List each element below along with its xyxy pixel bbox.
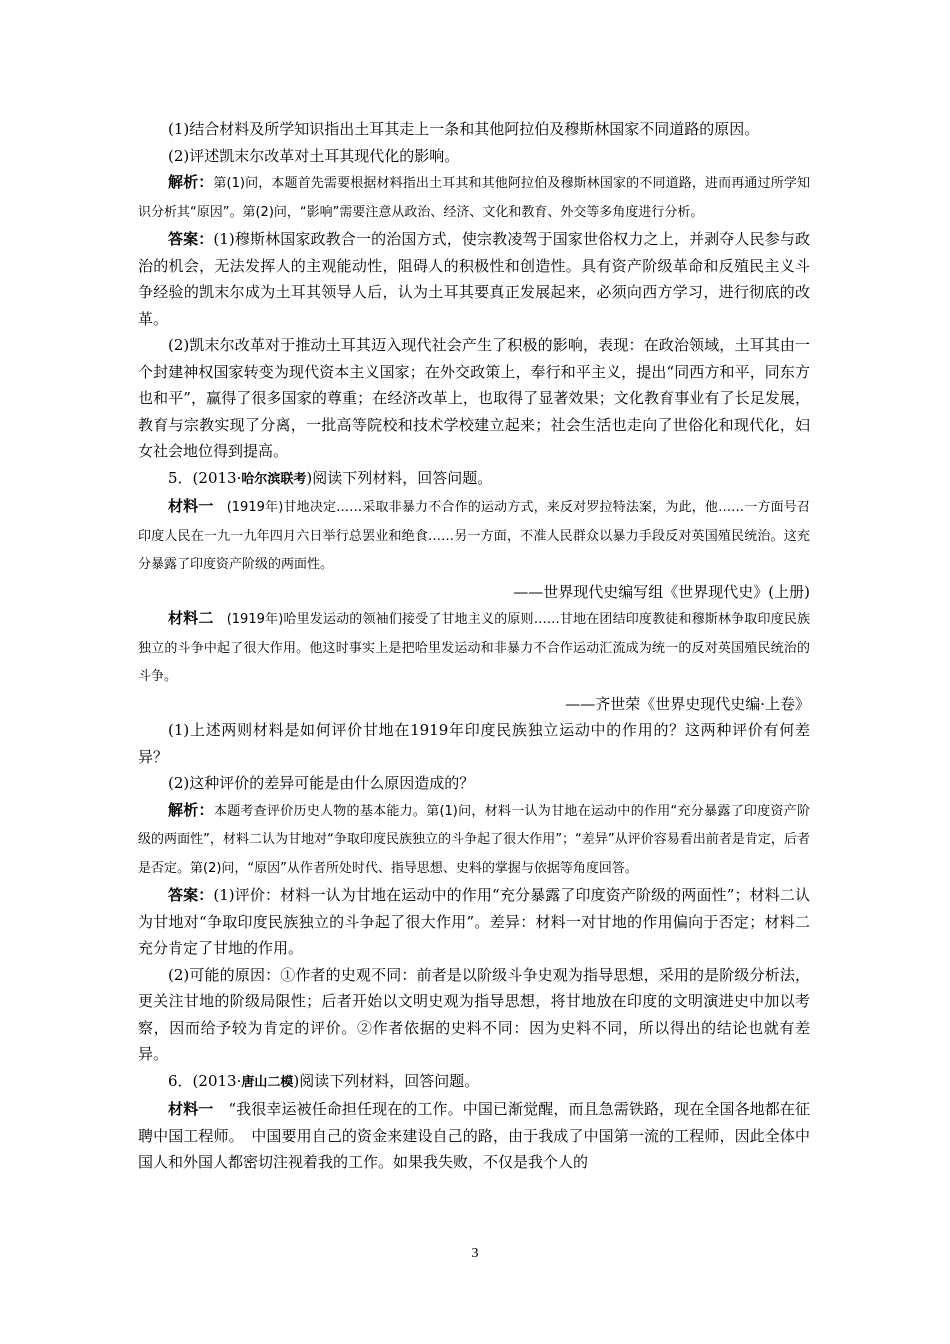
question-prompt: )阅读下列材料，回答问题。 — [306, 468, 493, 487]
material-label: 材料一 — [168, 497, 214, 515]
question-prompt: )阅读下列材料，回答问题。 — [293, 1071, 480, 1090]
q6-heading — [138, 1068, 810, 1097]
question-number: 6．(2013· — [168, 1071, 242, 1090]
analysis-text: 本题考查评价历史人物的基本能力。第(1)问，材料一认为甘地在运动中的作用“充分暴露了印度资产阶级的两面性”，材料二认为甘地对“争取印度民族独立的斗争起了很大作用”；“差异”从评价容易看出前者是肯定，后者是否定。第(2)问，“原因”从作者所处时代、指导思想、史料的掌握与依据等角度回答。 — [138, 803, 810, 876]
answer-text: (1)穆斯林国家政教合一的治国方式，使宗教凌驾于国家世俗权力之上，并剥夺人民参与政治的机会，无法发挥人的主观能动性，阻碍人的积极性和创造性。具有资产阶级革命和反殖民主义斗争经验的凯末尔成为土耳其领导人后，认为土耳其要真正发展起来，必须向西方学习，进行彻底的改革。 — [138, 230, 810, 328]
answer-text: (1)评价：材料一认为甘地在运动中的作用“充分暴露了印度资产阶级的两面性”；材料二认为甘地对“争取印度民族独立的斗争起了很大作用”。差异：材料一对甘地的作用偏向于否定；材料二充分肯定了甘地的作用。 — [138, 886, 810, 957]
analysis-text: 第(1)问，本题首先需要根据材料指出土耳其和其他阿拉伯及穆斯林国家的不同道路，进而再通过所学知识分析其“原因”。第(2)问，“影响”需要注意从政治、经济、文化和教育、外交等多角度进行分析。 — [138, 176, 810, 220]
question-source: 哈尔滨联考 — [241, 471, 307, 487]
analysis-label: 解析： — [168, 173, 214, 191]
question-number: 5．(2013· — [168, 468, 242, 487]
q4-analysis — [138, 169, 810, 226]
page-number: 3 — [471, 1246, 479, 1261]
q5-answer-2: (2)可能的原因：①作者的史观不同：前者是以阶级斗争史观为指导思想，采用的是阶级分析法，更关注甘地的阶级局限性；后者开始以文明史观为指导思想，将甘地放在印度的文明演进史中加以考察，因而给予较为肯定的评价。②作者依据的史料不同：因为史料不同，所以得出的结论也就有差异。 — [138, 965, 810, 1063]
analysis-label: 解析： — [168, 800, 214, 819]
q5-analysis — [138, 797, 810, 883]
q5-material-1-source: ——世界现代史编写组《世界现代史》(上册) — [513, 582, 810, 601]
q6-material-1 — [138, 1096, 810, 1176]
document-body — [138, 116, 810, 1176]
material-text: (1919年)哈里发运动的领袖们接受了甘地主义的原则……甘地在团结印度教徒和穆斯林争取印度民族独立的斗争中起了很大作用。他这时事实上是把哈里发运动和非暴力不合作运动汇流成为统一的反对英国殖民统治的斗争。 — [138, 612, 810, 684]
q5-material-2 — [138, 605, 810, 691]
q5-sub-question-2: (2)这种评价的差异可能是由什么原因造成的？ — [168, 774, 475, 792]
q5-answer-1 — [138, 882, 810, 962]
q4-answer-2: (2)凯末尔改革对于推动土耳其迈入现代社会产生了积极的影响，表现：在政治领域，土耳其由一个封建神权国家转变为现代资本主义国家；在外交政策上，奉行和平主义，提出“同西方和平，同东方也和平”，赢得了很多国家的尊重；在经济改革上，也取得了显著效果；文化教育事业有了长足发展，教育与宗教实现了分离，一批高等院校和技术学校建立起来；社会生活也走向了世俗化和现代化，妇女社会地位得到提高。 — [138, 336, 810, 460]
q5-sub-question-1: (1)上述两则材料是如何评价甘地在1919年印度民族独立运动中的作用的？这两种评价有何差异？ — [138, 721, 810, 766]
material-label: 材料一 — [168, 1100, 214, 1118]
material-text: “我很幸运被任命担任现在的工作。中国已渐觉醒，而且急需铁路，现在全国各地都在征聘中国工程师。 中国要用自己的资金来建设自己的路，由于我成了中国第一流的工程师，因此全体中国人和外国人都密切注视着我的工作。如果我失败，不仅是我个人的 — [138, 1100, 810, 1171]
q5-heading — [138, 465, 810, 494]
q5-material-2-source: ——齐世荣《世界史现代史编·上卷》 — [565, 694, 810, 713]
q4-sub-question-2: (2)评述凯末尔改革对土耳其现代化的影响。 — [168, 146, 460, 165]
question-source: 唐山二模 — [241, 1074, 294, 1090]
q5-material-1 — [138, 493, 810, 579]
material-text: (1919年)甘地决定……采取非暴力不合作的运动方式，来反对罗拉特法案，为此，他……一方面号召印度人民在一九一九年四月六日举行总罢业和绝食……另一方面，不准人民群众以暴力手段反对英国殖民统治。这充分暴露了印度资产阶级的两面性。 — [138, 500, 810, 572]
answer-label: 答案： — [168, 886, 214, 904]
q4-answer-1 — [138, 226, 810, 332]
q4-sub-question-1: (1)结合材料及所学知识指出土耳其走上一条和其他阿拉伯及穆斯林国家不同道路的原因。 — [168, 120, 760, 138]
answer-label: 答案： — [168, 230, 214, 248]
material-label: 材料二 — [168, 609, 214, 627]
